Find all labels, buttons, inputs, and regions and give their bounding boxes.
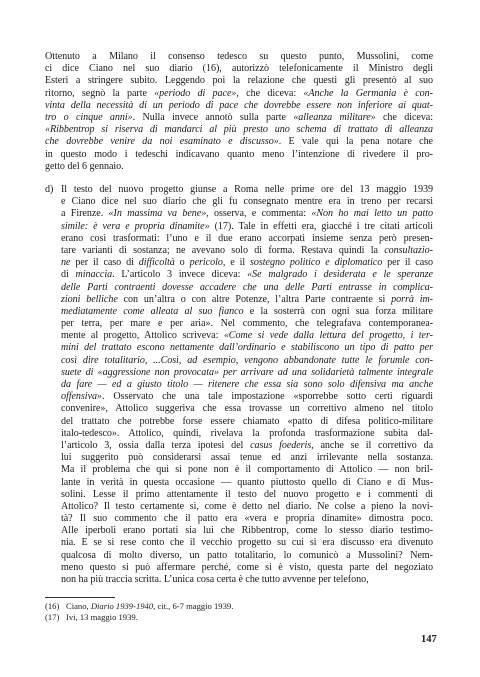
- text-segment: , e il: [222, 257, 251, 269]
- text-segment: (17). Tale in effetti era, giacché i tre citati articoli: [209, 220, 433, 232]
- text-segment: solini. Lesse il primo attentamente il testo del nuovo progetto e i commenti di: [61, 488, 433, 500]
- text-segment: con un’altra o con altre Potenze, l’altra Parte contraente si: [117, 293, 392, 305]
- text-line: [45, 51, 433, 63]
- footnote: [45, 601, 233, 611]
- text-segment: per terra, per mare e per aria». Nel commento, che telegrafava contemporanea-: [61, 318, 433, 330]
- italic-text: «periodo di pace»: [154, 87, 237, 99]
- text-segment: e Ciano dice nel suo diario che gli fu consegnato mentre era in treno per recarsi: [61, 196, 433, 208]
- text-line: [61, 416, 433, 428]
- text-line: [61, 574, 433, 586]
- italic-text: «In massima va bene»: [108, 208, 207, 220]
- italic-text: difficoltà: [138, 257, 175, 269]
- italic-text: Diario 1939-1940: [90, 601, 154, 611]
- text-segment: lui suggerito può considerarsi assai tenue ed anzi irrilevante nella sostanza.: [61, 452, 433, 464]
- text-line: [61, 294, 433, 306]
- text-segment: Esteri a stringere subito. Leggendo poi la relazione che questi gli presentò al suo: [45, 75, 433, 87]
- text-segment: tare varianti di sostanza; ne avevano solo di forma. Restava quindi la: [61, 244, 385, 256]
- footnote-separator: [45, 597, 115, 598]
- italic-text: minaccia: [75, 269, 113, 281]
- text-segment: italo-tedesco». Attolico, quindi, rivelava la profonda trasformazione subita dal-: [61, 427, 433, 439]
- text-line: [45, 136, 433, 148]
- text-line: [61, 355, 433, 367]
- italic-text: «Anche la Germania è con-: [303, 87, 433, 99]
- italic-text: «Come si vede dalla lettura del progetto, i ter-: [223, 330, 433, 342]
- text-segment: Ciano,: [66, 601, 91, 611]
- italic-text: casus foederis: [250, 439, 312, 451]
- text-line: [61, 257, 433, 269]
- text-line: [61, 525, 433, 537]
- text-segment: ci dice Ciano nel suo diario (16), autorizzò telefonicamente il Ministro degli: [45, 63, 433, 75]
- text-segment: getto del 6 gennaio.: [45, 160, 124, 172]
- text-segment: a Firenze.: [61, 208, 109, 220]
- text-line: [45, 149, 433, 161]
- text-line: [45, 75, 433, 87]
- italic-text: porrà im-: [391, 293, 433, 305]
- text-line: [61, 306, 433, 318]
- italic-text: delle Parti contraenti dovesse accadere che una delle Parti entrasse in complica-: [61, 281, 433, 293]
- text-line: [61, 391, 433, 403]
- italic-text: «Ribbentrop si riserva di mandarci al più presto uno schema di trattato di alleanza: [45, 124, 433, 136]
- italic-text: che dovrebbe venire da noi esaminato e discusso»: [45, 136, 279, 148]
- text-segment: l’articolo 3, ossia dalla terza ipotesi del: [61, 439, 251, 451]
- text-segment: Alle iperboli erano portati sia lui che Ribbentrop, come lo stesso diario testimo-: [61, 525, 433, 537]
- text-segment: lante in verità in questa occasione — quanto piuttosto quello di Ciano e di Mus-: [61, 476, 433, 488]
- text-segment: Ivi, 13 maggio 1939.: [66, 612, 138, 622]
- text-line: [61, 562, 433, 574]
- italic-text: vinta della necessità di un periodo di pace che dovrebbe essere non inferiore ai quat-: [45, 99, 433, 111]
- text-segment: qualcosa di molto diverso, un patto totalitario, lo comunicò a Mussolini? Nem-: [61, 549, 433, 561]
- text-segment: di: [61, 269, 76, 281]
- footnote-number: (17): [45, 612, 60, 622]
- text-segment: , cit., 6-7 maggio 1939.: [153, 601, 234, 611]
- text-line: [45, 63, 433, 75]
- paragraph-new-treaty-draft: [61, 184, 433, 586]
- text-segment: Ma il problema che qui si pone non è il comportamento di Attolico — non bril-: [61, 464, 433, 476]
- text-line: [61, 440, 433, 452]
- italic-text: suete di «aggressione non provocata» per arrivare ad una solidarietà talmente integrale: [61, 366, 433, 378]
- footnote-number: (16): [45, 601, 60, 611]
- text-line: [45, 112, 433, 124]
- text-segment: , anche se il correttivo da: [311, 439, 433, 451]
- text-line: [61, 208, 433, 220]
- text-segment: Ottenuto a Milano il consenso tedesco su questo punto, Mussolini, come: [45, 51, 433, 62]
- text-segment: che diceva:: [375, 111, 433, 123]
- text-segment: Attolico? Il testo certamente sì, come è detto nel diario. Ne colse a pieno la novi-: [61, 500, 433, 512]
- text-line: [61, 452, 433, 464]
- text-segment: del trattato che potrebbe forse essere chiamato «patto di difesa politico-militare: [61, 415, 433, 427]
- italic-text: «Se malgrado i desiderata e le speranze: [247, 269, 433, 281]
- italic-text: da fare — ed a giusto titolo — ritenere che essa sia sono solo difensiva ma anche: [61, 379, 433, 390]
- text-segment: per il caso: [382, 257, 433, 269]
- text-segment: nia. E se si rese conto che il vecchio progetto su cui si era discusso era divenuto: [61, 537, 433, 549]
- text-line: [45, 88, 433, 100]
- text-line: [61, 342, 433, 354]
- text-line: [61, 379, 433, 391]
- italic-text: così dire totalitario, ...Così, ad esempio, vengono abbandonate tutte le forumle con-: [61, 354, 433, 366]
- italic-text: pericolo: [189, 257, 223, 269]
- text-segment: . L’articolo 3 invece diceva:: [112, 269, 248, 281]
- italic-text: mediatamente come alleata al suo fianco: [61, 305, 244, 317]
- text-line: [61, 245, 433, 257]
- text-segment: Il testo del nuovo progetto giunse a Roma nelle prime ore del 13 maggio 1939: [61, 184, 433, 195]
- italic-text: tro o cinque anni»: [45, 111, 133, 123]
- text-line: [61, 550, 433, 562]
- text-segment: in questo modo i tedeschi indicavano quanto meno l’intenzione di rivedere il pro-: [45, 148, 433, 160]
- text-segment: . Nulla invece annotò sulla parte: [132, 111, 294, 123]
- text-line: [45, 124, 433, 136]
- text-line: [61, 196, 433, 208]
- text-line: [61, 513, 433, 525]
- text-segment: non ha più traccia scritta. L’unica cosa certa è che tutto avvenne per telefono,: [61, 574, 369, 585]
- text-line: [61, 233, 433, 245]
- text-line: [61, 464, 433, 476]
- italic-text: mini del trattato escono nettamente dall’ordinario e stabiliscono un tipo di patto per: [61, 342, 433, 354]
- text-line: [61, 269, 433, 281]
- text-segment: . Osservato che una tale impostazione «sporrebbe sotto certi riguardi: [102, 391, 433, 403]
- text-line: [61, 537, 433, 549]
- italic-text: consultazio-: [384, 244, 433, 256]
- text-line: [61, 330, 433, 342]
- text-line: [61, 282, 433, 294]
- item-marker-d: d): [45, 184, 54, 195]
- text-line: [61, 428, 433, 440]
- text-line: [61, 501, 433, 513]
- paragraph-milano-consent: [45, 51, 433, 173]
- text-segment: ritorno, segnò la parte: [45, 87, 155, 99]
- italic-text: offensiva»: [61, 391, 102, 403]
- text-segment: tà? Il suo commento che il patto era «vera e propria dinamite» dimostra poco.: [61, 513, 433, 525]
- italic-text: «alleanza militare»: [293, 111, 376, 123]
- italic-text: zioni belliche: [61, 293, 118, 305]
- text-segment: e la sosterrà con ogni sua forza militare: [243, 305, 433, 317]
- italic-text: «Non ho mai letto un patto: [311, 208, 433, 220]
- text-segment: convenire», Attolico suggeriva che essa trovasse un correttivo almeno nel titolo: [61, 403, 433, 415]
- text-line: [61, 367, 433, 379]
- text-line: [61, 184, 433, 196]
- text-segment: erano così trasformati: l’uno e il due erano accorpati insieme senza però presen-: [61, 232, 433, 244]
- text-line: [45, 161, 433, 173]
- italic-text: ne: [61, 257, 71, 269]
- text-segment: per il caso di: [70, 257, 139, 269]
- text-segment: o: [174, 257, 190, 269]
- footnote: [45, 612, 138, 622]
- text-line: [61, 477, 433, 489]
- text-line: [61, 221, 433, 233]
- text-segment: , osserva, e commenta:: [206, 208, 312, 220]
- text-segment: meno questo si può affermare perché, come si è visto, questa parte del negoziato: [61, 561, 433, 573]
- page-number: 147: [421, 634, 437, 645]
- italic-text: sostegno politico e diplomatico: [250, 257, 383, 269]
- text-segment: mente al progetto, Attolico scriveva:: [61, 330, 224, 342]
- text-line: [45, 100, 433, 112]
- text-segment: . E vale qui la pena notare che: [278, 136, 433, 148]
- text-line: [61, 489, 433, 501]
- text-line: [61, 318, 433, 330]
- text-segment: , che diceva:: [236, 87, 304, 99]
- italic-text: simile: è vera e propria dinamite»: [61, 220, 210, 232]
- text-line: [61, 403, 433, 415]
